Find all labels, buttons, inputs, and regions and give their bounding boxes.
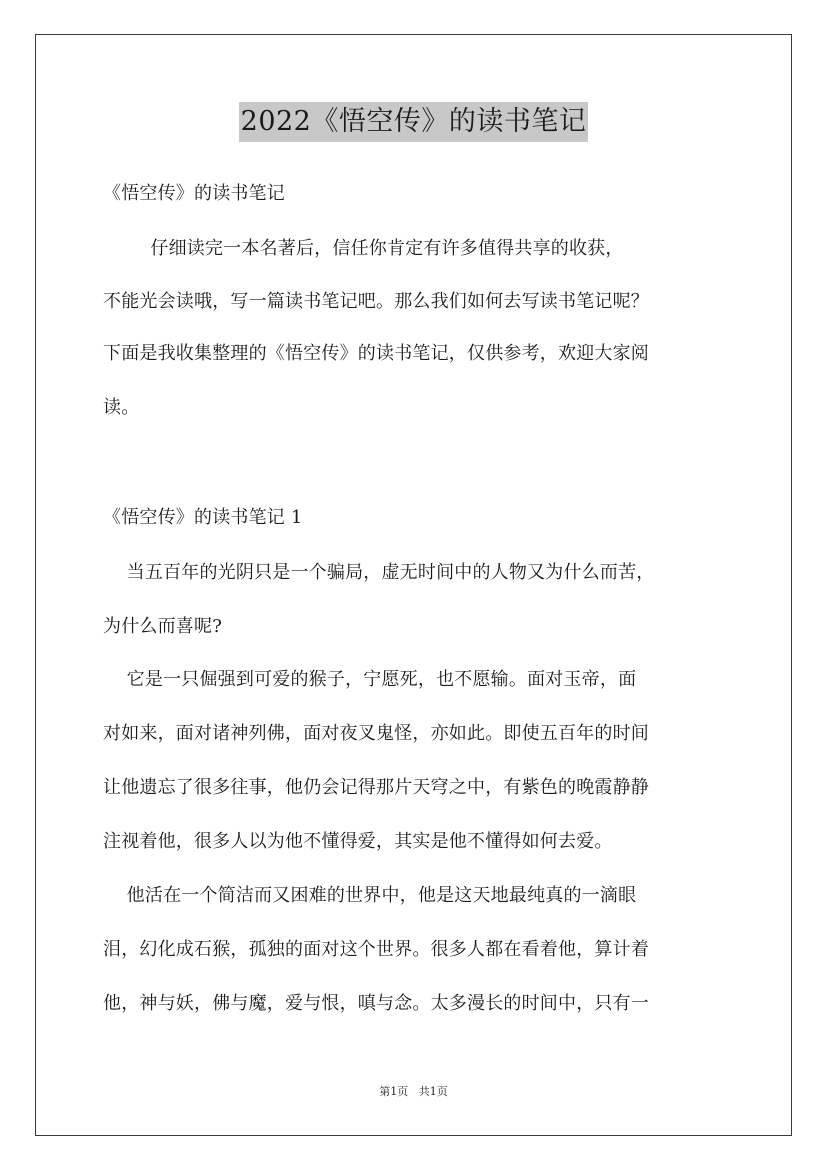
- body-line: 他活在一个简洁而又困难的世界中，他是这天地最纯真的一滴眼: [103, 885, 637, 906]
- body-line: 让他遗忘了很多往事，他仍会记得那片天穹之中，有紫色的晚霞静静: [103, 777, 649, 798]
- intro-line: 下面是我收集整理的《悟空传》的读书笔记，仅供参考，欢迎大家阅: [103, 343, 649, 364]
- body-line: 它是一只倔强到可爱的猴子，宁愿死，也不愿输。面对玉帝，面: [103, 669, 637, 690]
- body-line: 泪，幻化成石猴，孤独的面对这个世界。很多人都在看着他，算计着: [103, 939, 649, 960]
- body-line: 他，神与妖，佛与魔，爱与恨，嗔与念。太多漫长的时间中，只有一: [103, 993, 649, 1014]
- body-line: 为什么而喜呢?: [103, 616, 223, 637]
- intro-line: 读。: [103, 397, 140, 418]
- page-footer: [0, 1084, 827, 1100]
- document-title: [0, 100, 827, 142]
- intro-line: 不能光会读哦，写一篇读书笔记吧。那么我们如何去写读书笔记呢？: [103, 291, 649, 312]
- body-line: 注视着他，很多人以为他不懂得爱，其实是他不懂得如何去爱。: [103, 831, 613, 852]
- section-heading: 《悟空传》的读书笔记 1: [103, 507, 303, 528]
- body-line: 当五百年的光阴只是一个骗局，虚无时间中的人物又为什么而苦，: [103, 562, 655, 583]
- page-number-label: 第1页: [379, 1085, 409, 1098]
- page-total-label: 共1页: [418, 1085, 448, 1098]
- document-title-text: 2022《悟空传》的读书笔记: [239, 102, 589, 142]
- intro-line: 仔细读完一本名著后，信任你肯定有许多值得共享的收获，: [103, 238, 624, 259]
- document-subtitle: 《悟空传》的读书笔记: [103, 183, 285, 204]
- body-line: 对如来，面对诸神列佛，面对夜叉鬼怪，亦如此。即使五百年的时间: [103, 723, 649, 744]
